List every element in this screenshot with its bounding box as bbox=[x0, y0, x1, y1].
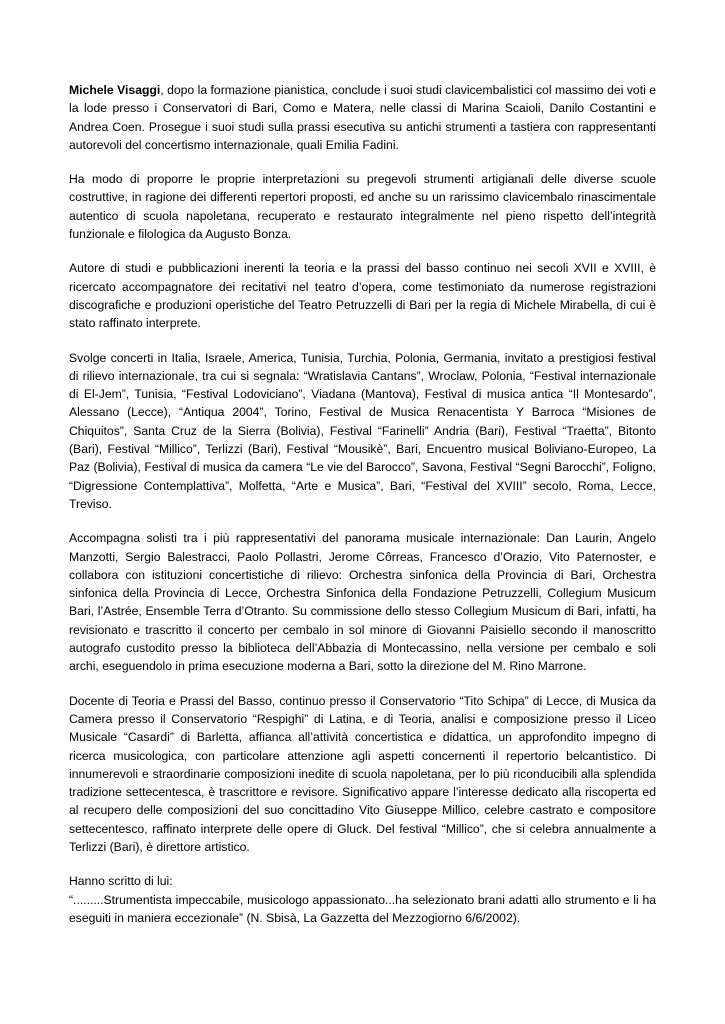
bio-paragraph-1 bbox=[69, 81, 656, 154]
press-quote: “.........Strumentista impeccabile, musicologo appassionato...ha selezionato brani adatti allo strumento e li ha eseguiti in maniera eccezionale” (N. Sbisà, La Gazzetta del Mezzogiorno 6/6/2002). bbox=[69, 892, 656, 925]
bio-paragraph-5: Accompagna solisti tra i più rappresentativi del panorama musicale internazionale: Dan Laurin, Angelo Manzotti, Sergio Balestracci, Paolo Pollastri, Jerome Côrreas, Francesco d’Orazio, Vito Paternoster, e collabora con istituzioni concertistiche di rilievo: Orchestra sinfonica della Provincia di Bari, Orchestra sinfonica della Provincia di Lecce, Orchestra Sinfonica della Fondazione Petruzzelli, Collegium Musicum Bari, l’Astrée, Ensemble Terra d’Otranto. Su commissione dello stesso Collegium Musicum di Bari, infatti, ha revisionato e trascritto il concerto per cembalo in sol minore di Giovanni Paisiello secondo il manoscritto autografo custodito presso la biblioteca dell’Abbazia di Montecassino, nella versione per cembalo e soli archi, eseguendolo in prima esecuzione moderna a Bari, sotto la direzione del M. Rino Marrone. bbox=[69, 531, 656, 674]
paragraph-1-text: , dopo la formazione pianistica, conclude i suoi studi clavicembalistici col massimo dei voti e la lode presso i Conservatori di Bari, Como e Matera, nelle classi di Marina Scaioli, Danilo Costantini e Andrea Coen. Prosegue i suoi studi sulla prassi esecutiva su antichi strumenti a tastiera con rappresentanti autorevoli del concertismo internazionale, quali Emilia Fadini. bbox=[69, 83, 656, 152]
document-page bbox=[69, 81, 656, 927]
press-quote-block bbox=[69, 872, 656, 927]
bio-paragraph-4: Svolge concerti in Italia, Israele, America, Tunisia, Turchia, Polonia, Germania, invitato a prestigiosi festival di rilievo internazionale, tra cui si segnala: “Wratislavia Cantans”, Wroclaw, Polonia, “Festival internazionale di El-Jem”, Tunisia, “Festival Lodoviciano”, Viadana (Mantova), Festival di musica antica “Il Montesardo”, Alessano (Lecce), “Antiqua 2004”, Torino, Festival de Musica Renacentista Y Barroca “Misiones de Chiquitos”, Santa Cruz de la Sierra (Bolivia), Festival “Farinelli” Andria (Bari), Festival “Traetta”, Bitonto (Bari), Festival “Millico”, Terlizzi (Bari), Festival “Mousikè”, Bari, Encuentro musical Boliviano-Europeo, La Paz (Bolivia), Festival di musica da camera “Le vie del Barocco”, Savona, Festival “Segni Barocchi”, Foligno, “Digressione Contemplattiva”, Molfetta, “Arte e Musica”, Bari, “Festival del XVIII” secolo, Roma, Lecce, Treviso. bbox=[69, 350, 656, 511]
bio-paragraph-2: Ha modo di proporre le proprie interpretazioni su pregevoli strumenti artigianali delle diverse scuole costruttive, in ragione dei differenti repertori proposti, ed anche su un rarissimo clavicembalo rinascimentale autentico di scuola napoletana, recuperato e restaurato integralmente nel pieno rispetto dell’integrità funzionale e filologica da Augusto Bonza. bbox=[69, 172, 656, 242]
quote-intro: Hanno scritto di lui: bbox=[69, 874, 173, 889]
bio-paragraph-6: Docente di Teoria e Prassi del Basso, continuo presso il Conservatorio “Tito Schipa” di Lecce, di Musica da Camera presso il Conservatorio “Respighi” di Latina, e di Teoria, analisi e composizione presso il Liceo Musicale “Casardi” di Barletta, affianca all’attività concertistica e didattica, un approfondito impegno di ricerca musicologica, con particolare attenzione agli aspetti concernenti il repertorio belcantistico. Di innumerevoli e straordinarie composizioni inedite di scuola napoletana, per lo più riconducibili alla splendida tradizione settecentesca, è trascrittore e revisore. Significativo appare l’interesse dedicato alla riscoperta ed al recupero delle composizioni del suo concittadino Vito Giuseppe Millico, celebre castrato e compositore settecentesco, raffinato interprete delle opere di Gluck. Del festival “Millico”, che si celebra annualmente a Terlizzi (Bari), è direttore artistico. bbox=[69, 693, 656, 854]
artist-name: Michele Visaggi bbox=[69, 83, 161, 97]
bio-paragraph-3: Autore di studi e pubblicazioni inerenti la teoria e la prassi del basso continuo nei secoli XVII e XVIII, è ricercato accompagnatore dei recitativi nel teatro d’opera, come testimoniato da numerose registrazioni discografiche e produzioni operistiche del Teatro Petruzzelli di Bari per la regia di Michele Mirabella, di cui è stato raffinato interprete. bbox=[69, 261, 656, 331]
